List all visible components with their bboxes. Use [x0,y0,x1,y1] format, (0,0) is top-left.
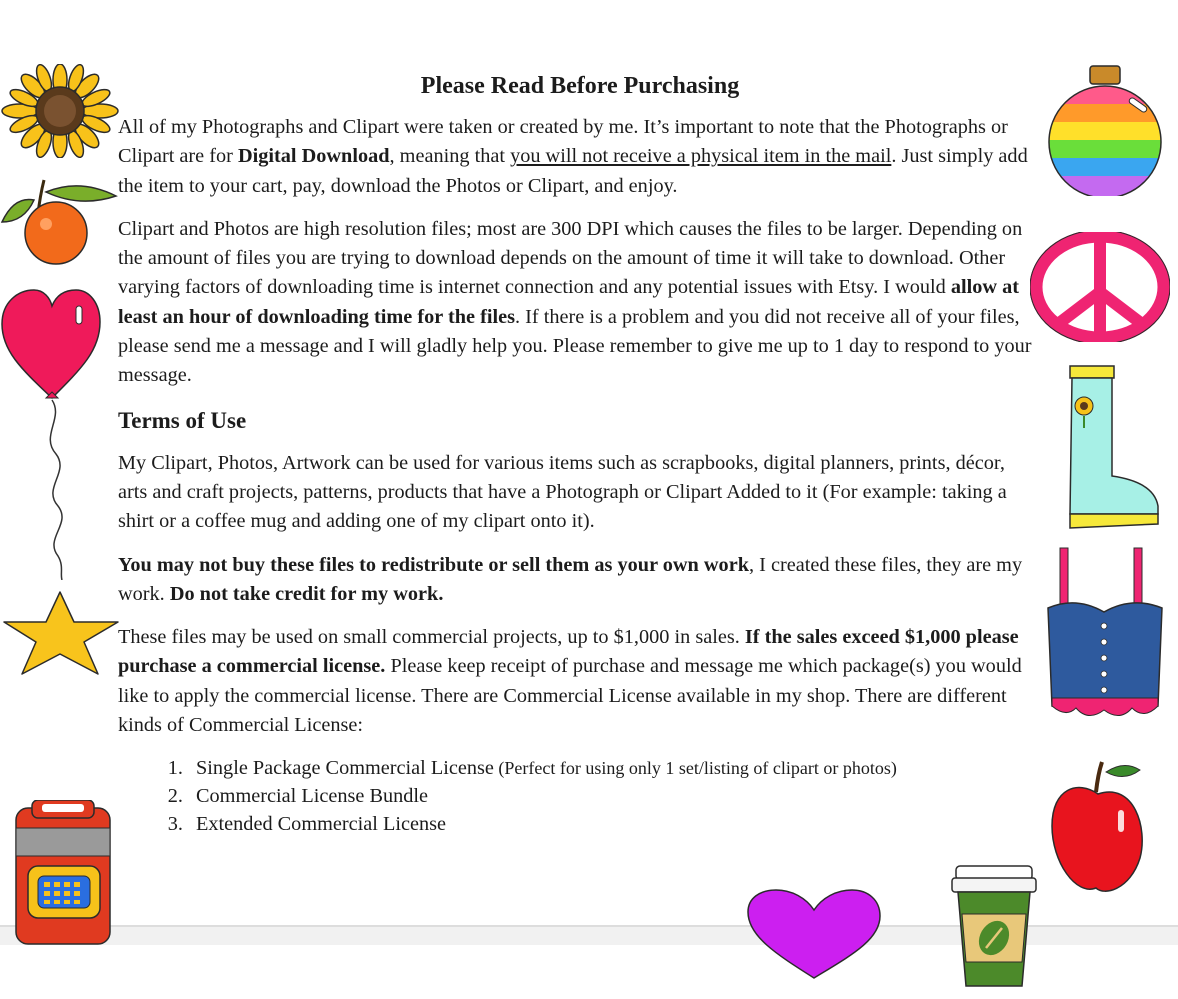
purple-heart-icon [746,888,882,982]
peace-sign-icon [1030,232,1170,342]
commercial-paragraph: These files may be used on small commercial projects, up to $1,000 in sales. If the sales exceed $1,000 please purchase a commercial license. Please keep receipt of purchase and message me which package(s) you would like to apply the commercial license. There are Commercial License available in my shop. There are different kinds of Commercial License: [118,626,1022,737]
list-item: 1. Single Package Commercial License (Perfect for using only 1 set/listing of clipart or photos) [188,754,1038,782]
star-icon [2,590,120,676]
redistribute-paragraph: You may not buy these files to redistribute or sell them as your own work, I created these files, they are my work. Do not take credit for my work. [118,553,1023,605]
list-item: 3. Extended Commercial License [188,810,1038,838]
download-paragraph: Clipart and Photos are high resolution files; most are 300 DPI which causes the files to be larger. Depending on the amount of files you are trying to download depends on the amount of time it will take to download. Other varying factors of downloading time is internet connection and any potential issues with Etsy. I would allow at least an hour of downloading time for the files. If there is a problem and you did not receive all of your files, please send me a message and I will gladly help you. Please remember to give me up to 1 day to respond to your message. [118,217,1032,387]
rain-boot-icon [1064,364,1164,532]
coffee-cup-icon [950,864,1038,988]
corset-top-icon [1046,546,1164,726]
sunflower-icon [0,64,120,158]
list-item: 2. Commercial License Bundle [188,782,1038,810]
terms-heading: Terms of Use [118,407,247,433]
apple-icon [1050,758,1146,898]
lunchbox-icon [14,800,112,946]
page-title: Please Read Before Purchasing [420,73,740,99]
heart-balloon-icon [0,288,104,580]
orange-icon [0,178,118,266]
license-list [118,754,1038,838]
document-body [118,70,1038,838]
usage-paragraph: My Clipart, Photos, Artwork can be used for various items such as scrapbooks, digital planners, prints, décor, arts and craft projects, patterns, products that have a Photograph or Clipart Added to it (For example: taking a shirt or a coffee mug and adding one of my clipart onto it). [118,451,1007,533]
intro-paragraph: All of my Photographs and Clipart were taken or created by me. It’s important to note that the Photographs or Clipart are for Digital Download, meaning that you will not receive a physical item in the mail. Just simply add the item to your cart, pay, download the Photos or Clipart, and enjoy. [118,116,1028,197]
rainbow-ornament-icon [1046,64,1164,196]
